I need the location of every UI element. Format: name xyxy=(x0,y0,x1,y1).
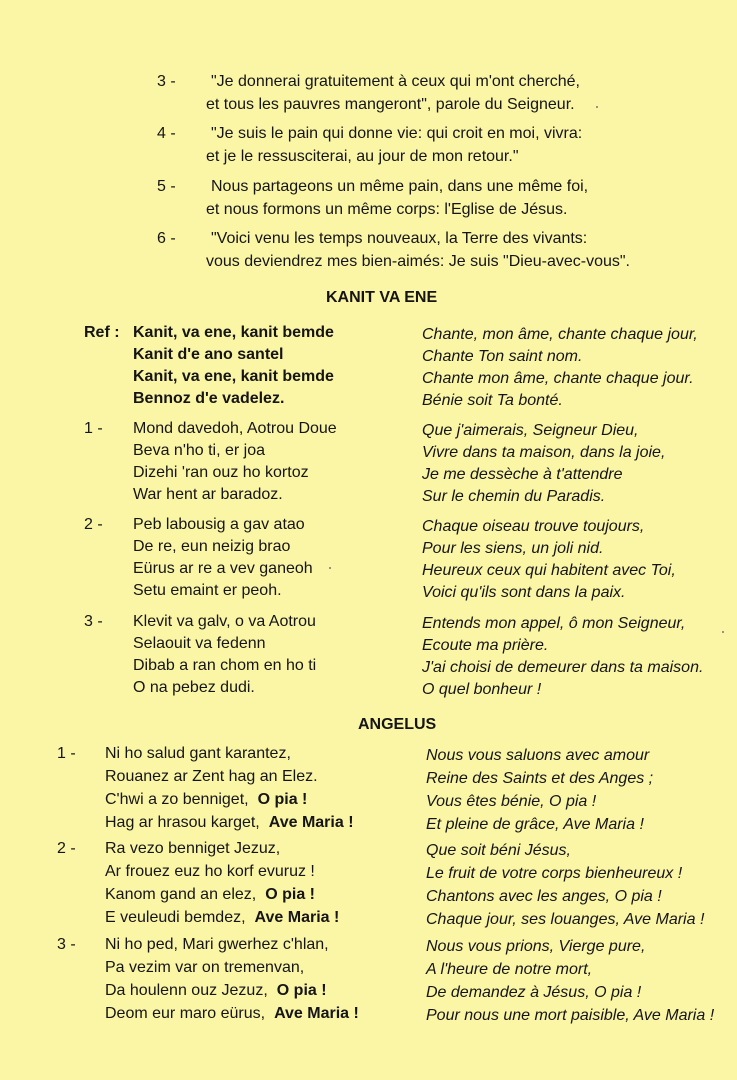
stanza-label: Ref : xyxy=(84,324,120,341)
breton-line: Bennoz d'e vadelez. xyxy=(133,390,285,407)
stanza-number: 1 - xyxy=(84,420,103,437)
scan-speck xyxy=(596,106,598,108)
french-line: J'ai choisi de demeurer dans ta maison. xyxy=(422,659,704,676)
refrain-exclamation: Ave Maria ! xyxy=(268,814,354,831)
breton-line: Klevit va galv, o va Aotrou xyxy=(133,613,316,630)
breton-line: Beva n'ho ti, er joa xyxy=(133,442,266,459)
breton-line: Deom eur maro eürus, Ave Maria ! xyxy=(105,1005,359,1022)
french-line: Ecoute ma prière. xyxy=(422,637,549,654)
breton-line: Ni ho salud gant karantez, xyxy=(105,745,291,762)
verse-line: vous deviendrez mes bien-aimés: Je suis "Dieu-avec-vous". xyxy=(206,253,630,270)
french-line: Chantons avec les anges, O pia ! xyxy=(426,888,662,905)
refrain-exclamation: O pia ! xyxy=(257,791,308,808)
breton-line: C'hwi a zo benniget, O pia ! xyxy=(105,791,308,808)
breton-line: Eürus ar re a vev ganeoh xyxy=(133,560,313,577)
breton-line: Kanom gand an elez, O pia ! xyxy=(105,886,315,903)
french-line: Nous vous saluons avec amour xyxy=(426,747,650,764)
french-line: Chaque oiseau trouve toujours, xyxy=(422,518,645,535)
refrain-exclamation: Ave Maria ! xyxy=(254,909,340,926)
french-line: Vous êtes bénie, O pia ! xyxy=(426,793,597,810)
breton-line: Selaouit va fedenn xyxy=(133,635,266,652)
breton-line: Kanit d'e ano santel xyxy=(133,346,284,363)
stanza-number: 2 - xyxy=(84,516,103,533)
refrain-exclamation: O pia ! xyxy=(265,886,315,903)
french-line: Que j'aimerais, Seigneur Dieu, xyxy=(422,422,639,439)
refrain-exclamation: Ave Maria ! xyxy=(274,1005,359,1022)
french-line: Entends mon appel, ô mon Seigneur, xyxy=(422,615,686,632)
stanza-number: 1 - xyxy=(57,745,76,762)
breton-line: Da houlenn ouz Jezuz, O pia ! xyxy=(105,982,327,999)
scan-speck xyxy=(329,567,331,569)
french-line: Bénie soit Ta bonté. xyxy=(422,392,563,409)
french-line: Je me dessèche à t'attendre xyxy=(422,466,623,483)
french-line: De demandez à Jésus, O pia ! xyxy=(426,984,642,1001)
french-line: Chaque jour, ses louanges, Ave Maria ! xyxy=(426,911,705,928)
verse-line: "Je suis le pain qui donne vie: qui croit en moi, vivra: xyxy=(211,125,583,142)
stanza-number: 3 - xyxy=(84,613,103,630)
breton-line: E veuleudi bemdez, Ave Maria ! xyxy=(105,909,340,926)
french-line: Pour les siens, un joli nid. xyxy=(422,540,604,557)
breton-line: Setu emaint er peoh. xyxy=(133,582,282,599)
french-line: O quel bonheur ! xyxy=(422,681,542,698)
french-line: Vivre dans ta maison, dans la joie, xyxy=(422,444,666,461)
french-line: Et pleine de grâce, Ave Maria ! xyxy=(426,816,644,833)
verse-line: Nous partageons un même pain, dans une même foi, xyxy=(211,178,589,195)
french-line: Sur le chemin du Paradis. xyxy=(422,488,606,505)
breton-line: O na pebez dudi. xyxy=(133,679,255,696)
breton-line: Dizehi 'ran ouz ho kortoz xyxy=(133,464,309,481)
section-title-angelus: ANGELUS xyxy=(358,716,437,733)
breton-line: Peb labousig a gav atao xyxy=(133,516,305,533)
breton-line: De re, eun neizig brao xyxy=(133,538,291,555)
breton-line: Dibab a ran chom en ho ti xyxy=(133,657,317,674)
verse-number: 4 - xyxy=(157,125,176,142)
scan-speck xyxy=(722,631,724,633)
breton-line: Ni ho ped, Mari gwerhez c'hlan, xyxy=(105,936,329,953)
verse-line: et nous formons un même corps: l'Eglise de Jésus. xyxy=(206,201,568,218)
french-line: Pour nous une mort paisible, Ave Maria ! xyxy=(426,1007,715,1024)
breton-line: Rouanez ar Zent hag an Elez. xyxy=(105,768,318,785)
stanza-number: 3 - xyxy=(57,936,76,953)
verse-line: "Je donnerai gratuitement à ceux qui m'ont cherché, xyxy=(211,73,580,90)
verse-number: 3 - xyxy=(157,73,176,90)
french-line: Chante mon âme, chante chaque jour. xyxy=(422,370,694,387)
breton-line: Kanit, va ene, kanit bemde xyxy=(133,324,334,341)
verse-line: "Voici venu les temps nouveaux, la Terre des vivants: xyxy=(211,230,588,247)
french-line: Chante, mon âme, chante chaque jour, xyxy=(422,326,698,343)
french-line: Chante Ton saint nom. xyxy=(422,348,583,365)
section-title-kanit: KANIT VA ENE xyxy=(326,289,438,306)
french-line: Nous vous prions, Vierge pure, xyxy=(426,938,646,955)
breton-line: War hent ar baradoz. xyxy=(133,486,283,503)
french-line: Voici qu'ils sont dans la paix. xyxy=(422,584,626,601)
breton-line: Ra vezo benniget Jezuz, xyxy=(105,840,281,857)
french-line: A l'heure de notre mort, xyxy=(426,961,593,978)
breton-line: Kanit, va ene, kanit bemde xyxy=(133,368,334,385)
verse-line: et je le ressusciterai, au jour de mon retour." xyxy=(206,148,519,165)
french-line: Heureux ceux qui habitent avec Toi, xyxy=(422,562,676,579)
breton-line: Mond davedoh, Aotrou Doue xyxy=(133,420,337,437)
breton-line: Pa vezim var on tremenvan, xyxy=(105,959,305,976)
breton-line: Ar frouez euz ho korf evuruz ! xyxy=(105,863,315,880)
french-line: Que soit béni Jésus, xyxy=(426,842,571,859)
french-line: Reine des Saints et des Anges ; xyxy=(426,770,654,787)
verse-number: 5 - xyxy=(157,178,176,195)
stanza-number: 2 - xyxy=(57,840,76,857)
verse-number: 6 - xyxy=(157,230,176,247)
breton-line: Hag ar hrasou karget, Ave Maria ! xyxy=(105,814,354,831)
verse-line: et tous les pauvres mangeront", parole du Seigneur. xyxy=(206,96,575,113)
french-line: Le fruit de votre corps bienheureux ! xyxy=(426,865,683,882)
refrain-exclamation: O pia ! xyxy=(276,982,327,999)
